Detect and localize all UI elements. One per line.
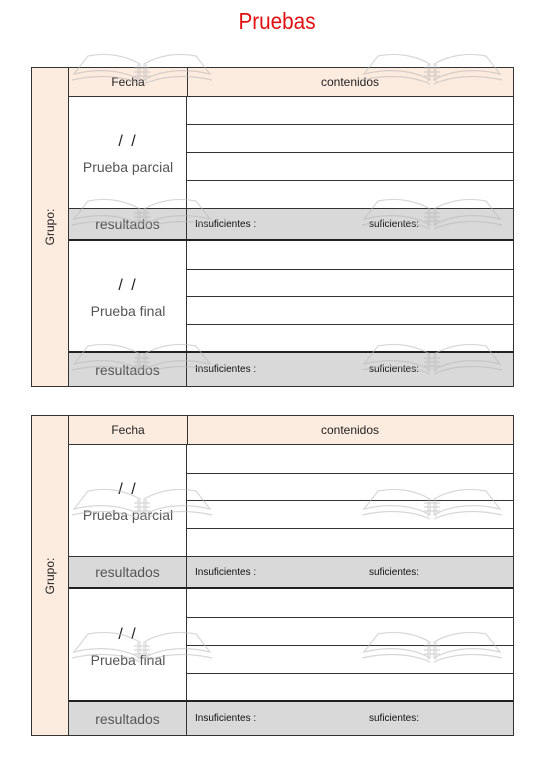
content-line[interactable] <box>187 673 513 674</box>
sufficient-field[interactable]: suficientes: <box>369 364 420 375</box>
group-label: Grupo: <box>43 208 57 246</box>
final-date-cell[interactable] <box>69 589 187 700</box>
insufficient-field[interactable]: Insuficientes : <box>195 364 257 375</box>
partial-date-cell[interactable] <box>69 97 187 208</box>
partial-test-block <box>69 97 514 209</box>
content-line[interactable] <box>187 324 513 325</box>
fecha-header: Fecha <box>69 68 188 96</box>
insufficient-field[interactable]: Insuficientes : <box>195 713 257 724</box>
results-row <box>69 557 514 589</box>
content-line[interactable] <box>187 500 513 501</box>
final-test-block <box>69 241 514 353</box>
results-row <box>69 353 514 387</box>
page-title: Pruebas <box>238 8 316 34</box>
results-label: resultados <box>69 209 187 239</box>
content-line[interactable] <box>187 473 513 474</box>
header-row <box>69 67 514 97</box>
content-line[interactable] <box>187 152 513 153</box>
test-sheet-2 <box>31 415 514 736</box>
date-slashes: / / <box>118 277 138 294</box>
content-line[interactable] <box>187 180 513 181</box>
contenidos-header: contenidos <box>320 423 380 437</box>
date-slashes: / / <box>118 133 138 150</box>
results-label: resultados <box>69 353 187 386</box>
contenidos-header: contenidos <box>320 75 380 89</box>
partial-date-cell[interactable] <box>69 445 187 556</box>
date-slashes: / / <box>118 626 138 643</box>
partial-test-label: Prueba parcial <box>82 507 174 523</box>
group-label: Grupo: <box>43 557 57 594</box>
fecha-header: Fecha <box>69 416 188 444</box>
sufficient-field[interactable]: suficientes: <box>369 218 420 230</box>
results-label: resultados <box>69 702 187 735</box>
partial-test-label: Prueba parcial <box>82 159 174 175</box>
group-cell <box>31 67 69 387</box>
final-test-label: Prueba final <box>90 652 166 668</box>
group-cell <box>31 415 69 736</box>
test-sheet-1 <box>31 67 514 387</box>
insufficient-field[interactable]: Insuficientes : <box>195 218 257 230</box>
content-line[interactable] <box>187 645 513 646</box>
content-line[interactable] <box>187 617 513 618</box>
content-line[interactable] <box>187 269 513 270</box>
results-row <box>69 702 514 736</box>
date-slashes: / / <box>118 481 138 498</box>
content-line[interactable] <box>187 296 513 297</box>
final-test-block <box>69 589 514 702</box>
content-line[interactable] <box>187 528 513 529</box>
final-date-cell[interactable] <box>69 241 187 351</box>
sufficient-field[interactable]: suficientes: <box>369 566 420 578</box>
results-row <box>69 209 514 241</box>
results-label: resultados <box>69 557 187 587</box>
partial-test-block <box>69 445 514 557</box>
content-line[interactable] <box>187 124 513 125</box>
sufficient-field[interactable]: suficientes: <box>369 713 420 724</box>
header-row <box>69 415 514 445</box>
insufficient-field[interactable]: Insuficientes : <box>195 566 257 578</box>
final-test-label: Prueba final <box>90 303 166 319</box>
